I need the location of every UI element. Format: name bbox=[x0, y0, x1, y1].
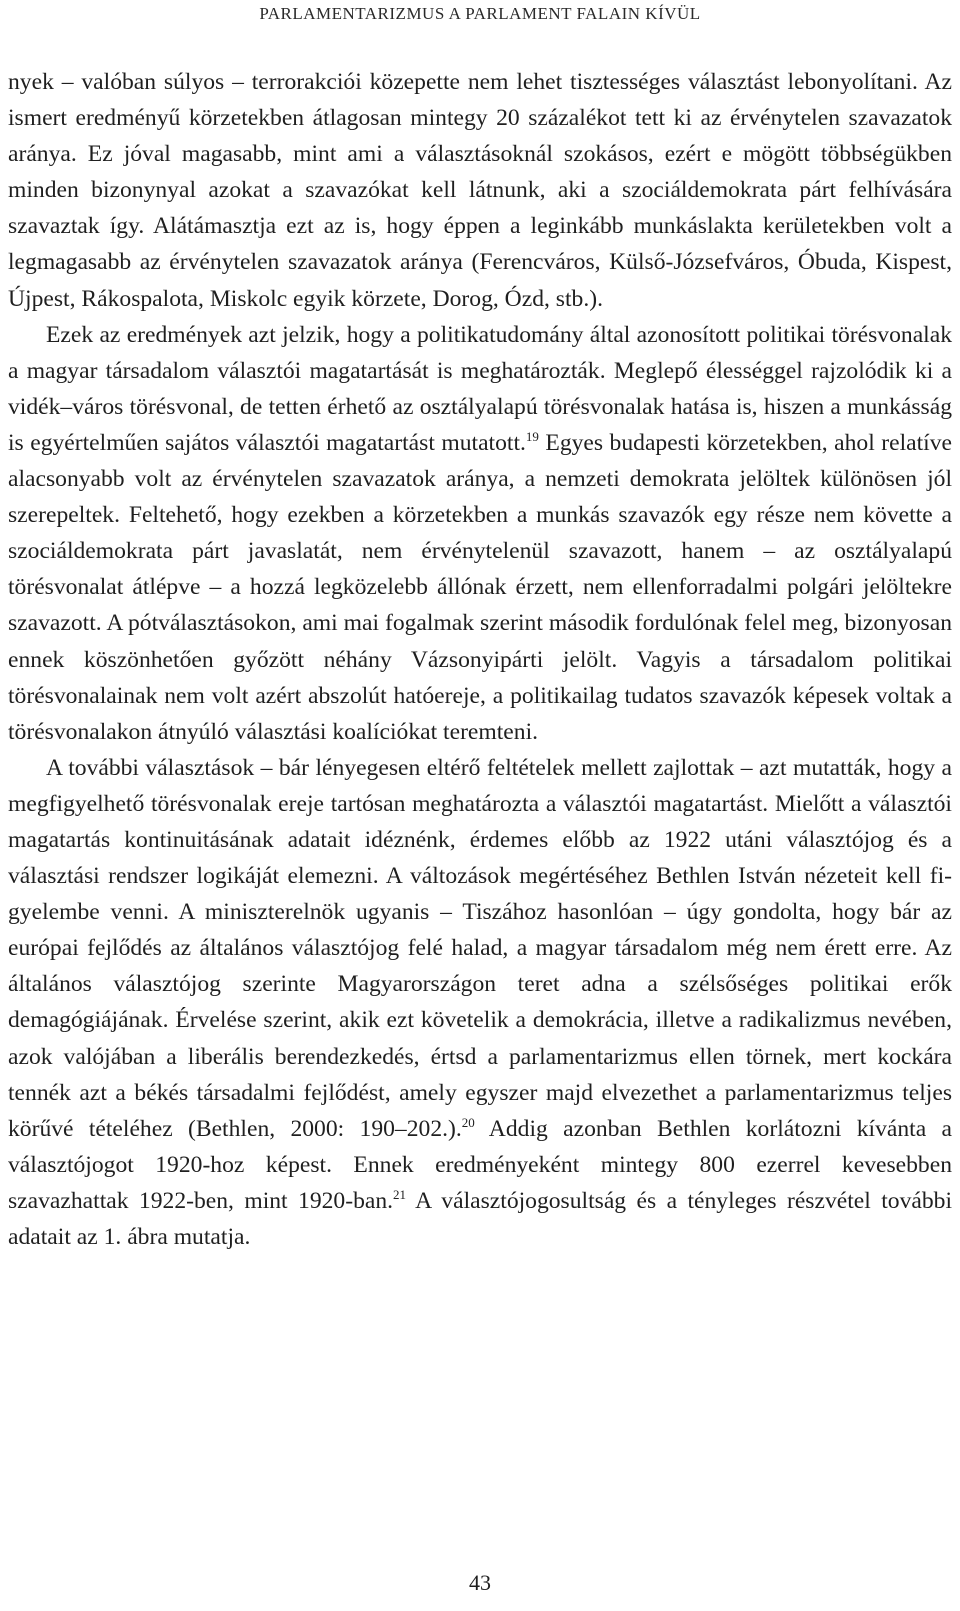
paragraph-text: A további választások – bár lényegesen eltérő feltételek mellett zajlottak – azt mutatták, hogy a megfigyelhető törésvonalak ereje tartósan meghatározta a választói magatartást. Mielőtt a választói magatartás kontinuitásának adatait idéznénk, érdemes előbb az 1922 utáni választójog és a választási rendszer logikáját elemezni. A változások megértéséhez Bethlen István nézeteit kell figyelembe venni. A miniszterelnök ugyanis – Tiszához hasonlóan – úgy gondolta, hogy bár az európai fejlődés az általános választójog felé halad, a magyar társadalom még nem érett erre. Az általános választójog szerinte Magyarországon teret adna a szélsőséges politikai erők demagógiájának. Érvelése szerint, akik ezt követelik a demokrácia, illetve a radikalizmus nevében, azok valójában a liberális berendezkedés, értsd a parlamentarizmus ellen törnek, mert kockára tennék azt a békés társadalmi fejlődést, amely egyszer majd elvezethet a parlamentarizmus teljes körűvé tételéhez (Bethlen, 2000: 190–202.). bbox=[8, 754, 952, 1142]
running-header: PARLAMENTARIZMUS A PARLAMENT FALAIN KÍVÜL bbox=[259, 4, 701, 23]
page-number: 43 bbox=[469, 1570, 491, 1595]
paragraph-text: nyek – valóban súlyos – terrorakciói közepette nem lehet tisztességes választást lebonyolítani. Az ismert eredményű körzetekben átlagosan mintegy 20 százalékot tett ki az érvénytelen szavazatok aránya. Ez jóval magasabb, mint ami a választásoknál szokásos, ezért e mögött többségükben minden bizonynyal azokat a szavazókat kell látnunk, aki a szociáldemokrata párt felhívására szavaztak így. Alátámasztja ezt az is, hogy éppen a leginkább munkáslakta kerületekben volt a legmagasabb az érvénytelen szavazatok aránya (Ferencváros, Külső-Józsefváros, Óbuda, Kispest, Újpest, Rákospalota, Miskolc egyik körzete, Dorog, Ózd, stb.). bbox=[8, 69, 952, 312]
paragraph-text: Addig azonban Bethlen korlátozni kívánta a választójogot 1920-hoz képest. Ennek eredményeként mintegy 800 ezerrel kevesebben szavazhattak 1922-ben, mint 1920-ban. bbox=[8, 1115, 952, 1214]
paragraph bbox=[8, 317, 952, 750]
paragraph-continuation bbox=[8, 64, 952, 317]
paragraph-text: Ezek az eredmények azt jelzik, hogy a politikatudomány által azonosított politikai törésvonalak a magyar társadalom választói magatartását is meghatározták. Meglepő élességgel rajzolódik ki a vidék–város törésvonal, de tetten érhető az osztályalapú törésvonalak hatása is, hiszen a munkásság is egyértelműen sajátos választói magatartást mutatott. bbox=[8, 321, 952, 456]
footnote-marker[interactable]: 20 bbox=[461, 1114, 475, 1130]
paragraph-text: A választójogosultság és a tényleges részvétel további adatait az 1. ábra mutatja. bbox=[8, 1187, 952, 1250]
body-text bbox=[8, 64, 952, 1255]
paragraph-text: Egyes budapesti körzetekben, ahol relatíve alacsonyabb volt az érvénytelen szavazatok aránya, a nemzeti demokrata jelöltek különösen jól szerepeltek. Feltehető, hogy ezekben a körzetekben a munkás szavazók egy része nem követte a szociáldemokrata párt javaslatát, nem érvénytelenül szavazott, hanem – az osztályalapú törésvonalat átlépve – a hozzá legközelebb állónak érzett, nem ellenforradalmi polgári jelöltekre szavazott. A pótválasztásokon, ami mai fogalmak szerint második fordulónak felel meg, bizonyosan ennek köszönhetően győzött néhány Vázsonyipárti jelölt. Vagyis a társadalom politikai törésvonalainak nem volt azért abszolút hatóereje, a politikailag tudatos szavazók képesek voltak a törésvonalakon átnyúló választási koalíciókat teremteni. bbox=[8, 429, 952, 745]
footnote-marker[interactable]: 19 bbox=[525, 428, 539, 444]
footnote-marker[interactable]: 21 bbox=[393, 1186, 407, 1202]
paragraph bbox=[8, 750, 952, 1255]
